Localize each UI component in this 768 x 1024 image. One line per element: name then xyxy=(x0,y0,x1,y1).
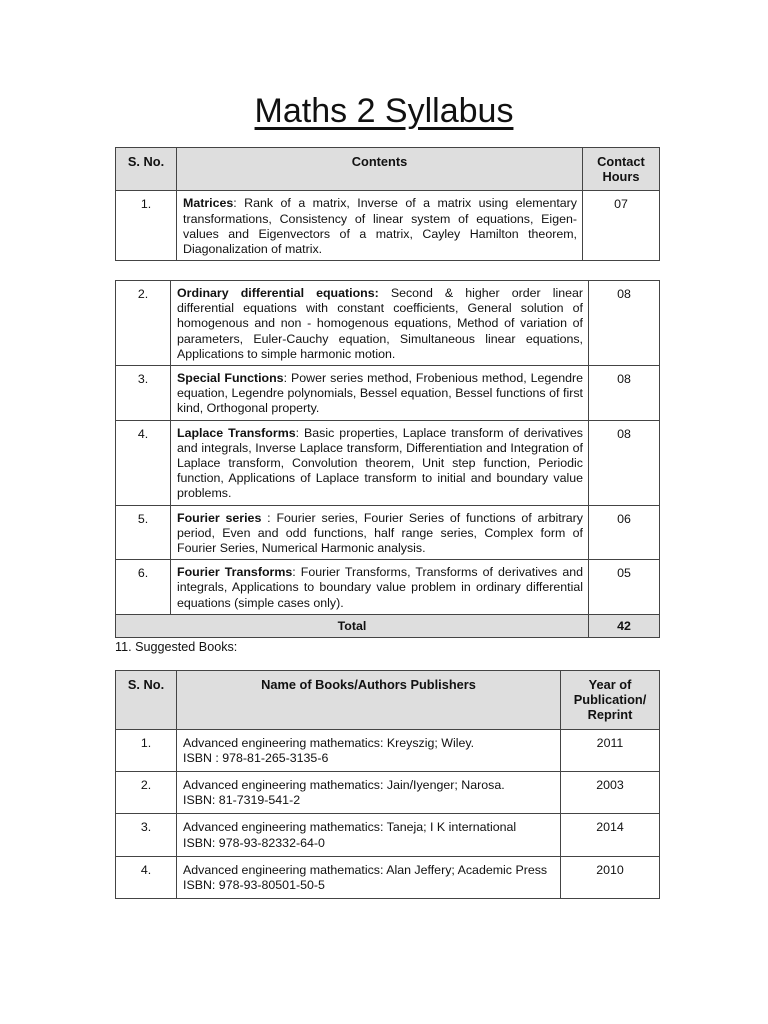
row-hours: 08 xyxy=(589,366,660,421)
row-description: Rank of a matrix, Inverse of a matrix using elementary transformations, Consistency of linear system of equations, Eigen-values and Eigenvectors of a matrix, Cayley Hamilton theorem, Diagonalization of matrix. xyxy=(183,196,577,257)
row-hours: 06 xyxy=(589,505,660,560)
book-row xyxy=(116,856,660,898)
row-contents xyxy=(171,281,589,366)
row-contents xyxy=(171,420,589,505)
row-separator: : xyxy=(292,565,301,580)
book-sno: 3. xyxy=(116,814,177,856)
syllabus-row xyxy=(116,366,660,421)
row-separator: : xyxy=(261,510,277,525)
row-sno: 4. xyxy=(116,420,171,505)
row-topic: Special Functions xyxy=(177,371,284,386)
book-title: Advanced engineering mathematics: Alan Jeffery; Academic Press xyxy=(183,862,548,877)
book-year: 2010 xyxy=(561,856,660,898)
row-separator: : xyxy=(295,425,305,440)
header-sno: S. No. xyxy=(116,671,177,730)
book-row xyxy=(116,814,660,856)
total-row xyxy=(116,614,660,637)
syllabus-header-row xyxy=(116,148,660,191)
total-hours: 42 xyxy=(589,614,660,637)
row-description: Second & higher order linear differential equations with constant coefficients, General solution of homogenous and non - homogenous equations, Method of variation of parameters, Euler-Cauchy equation, Simultaneous linear equations, Applications to simple harmonic motion. xyxy=(177,286,584,361)
syllabus-row xyxy=(116,191,660,261)
book-details xyxy=(177,772,561,814)
page-title: Maths 2 Syllabus xyxy=(254,92,514,130)
book-isbn: ISBN: 978-93-80501-50-5 xyxy=(183,878,325,893)
row-sno: 1. xyxy=(116,191,177,261)
header-contents: Contents xyxy=(177,148,583,191)
row-hours: 07 xyxy=(583,191,660,261)
row-contents xyxy=(171,366,589,421)
book-isbn: ISBN: 81-7319-541-2 xyxy=(183,793,301,808)
row-description: Fourier series, Fourier Series of functions of arbitrary period, Even and odd functions, half range series, Complex form of Fourier Series, Numerical Harmonic analysis. xyxy=(177,510,583,556)
row-contents xyxy=(171,560,589,615)
book-row xyxy=(116,772,660,814)
books-header-row xyxy=(116,671,660,730)
syllabus-row xyxy=(116,420,660,505)
book-isbn: ISBN : 978-81-265-3135-6 xyxy=(183,750,329,765)
header-year: Year of Publication/ Reprint xyxy=(561,671,660,730)
row-topic: Ordinary differential equations: xyxy=(177,286,379,300)
book-year: 2003 xyxy=(561,772,660,814)
book-isbn: ISBN: 978-93-82332-64-0 xyxy=(183,835,325,850)
row-topic: Laplace Transforms xyxy=(177,425,296,440)
header-book-name: Name of Books/Authors Publishers xyxy=(177,671,561,730)
syllabus-row xyxy=(116,281,660,366)
syllabus-table-part-2 xyxy=(115,280,660,638)
syllabus-table-part-1 xyxy=(115,147,660,261)
suggested-books-label: 11. Suggested Books: xyxy=(115,640,238,654)
book-sno: 1. xyxy=(116,729,177,771)
book-title: Advanced engineering mathematics: Jain/Iyenger; Narosa. xyxy=(183,778,505,793)
row-sno: 6. xyxy=(116,560,171,615)
row-contents xyxy=(177,191,583,261)
book-sno: 2. xyxy=(116,772,177,814)
book-details xyxy=(177,814,561,856)
row-contents xyxy=(171,505,589,560)
row-description: Power series method, Frobenious method, Legendre equation, Legendre polynomials, Bessel equation, Bessel functions of first kind, Orthogonal property. xyxy=(177,371,584,416)
header-sno: S. No. xyxy=(116,148,177,191)
total-label: Total xyxy=(116,614,589,637)
row-separator xyxy=(379,286,391,300)
book-details xyxy=(177,729,561,771)
syllabus-row xyxy=(116,560,660,615)
header-contact-hours: Contact Hours xyxy=(583,148,660,191)
book-sno: 4. xyxy=(116,856,177,898)
book-row xyxy=(116,729,660,771)
row-sno: 3. xyxy=(116,366,171,421)
book-title: Advanced engineering mathematics: Taneja; I K international xyxy=(183,820,517,835)
book-title: Advanced engineering mathematics: Kreyszig; Wiley. xyxy=(183,735,475,750)
row-hours: 05 xyxy=(589,560,660,615)
book-year: 2011 xyxy=(561,729,660,771)
row-hours: 08 xyxy=(589,281,660,366)
row-sno: 5. xyxy=(116,505,171,560)
book-year: 2014 xyxy=(561,814,660,856)
row-description: Fourier Transforms, Transforms of derivatives and integrals, Applications to boundary value problem in ordinary differential equations (simple cases only). xyxy=(177,565,584,610)
row-topic: Matrices xyxy=(183,196,234,211)
row-separator: : xyxy=(233,196,245,211)
books-table xyxy=(115,670,660,899)
row-topic: Fourier series xyxy=(177,510,262,525)
book-details xyxy=(177,856,561,898)
row-hours: 08 xyxy=(589,420,660,505)
row-topic: Fourier Transforms xyxy=(177,565,293,580)
syllabus-row xyxy=(116,505,660,560)
row-sno: 2. xyxy=(116,281,171,366)
row-separator: : xyxy=(283,371,292,386)
row-description: Basic properties, Laplace transform of derivatives and integrals, Inverse Laplace transform, Differentiation and Integration of Laplace transform, Convolution theorem, Unit step function, Periodic function, Applications of Laplace transform to initial and boundary value problems. xyxy=(177,425,584,501)
